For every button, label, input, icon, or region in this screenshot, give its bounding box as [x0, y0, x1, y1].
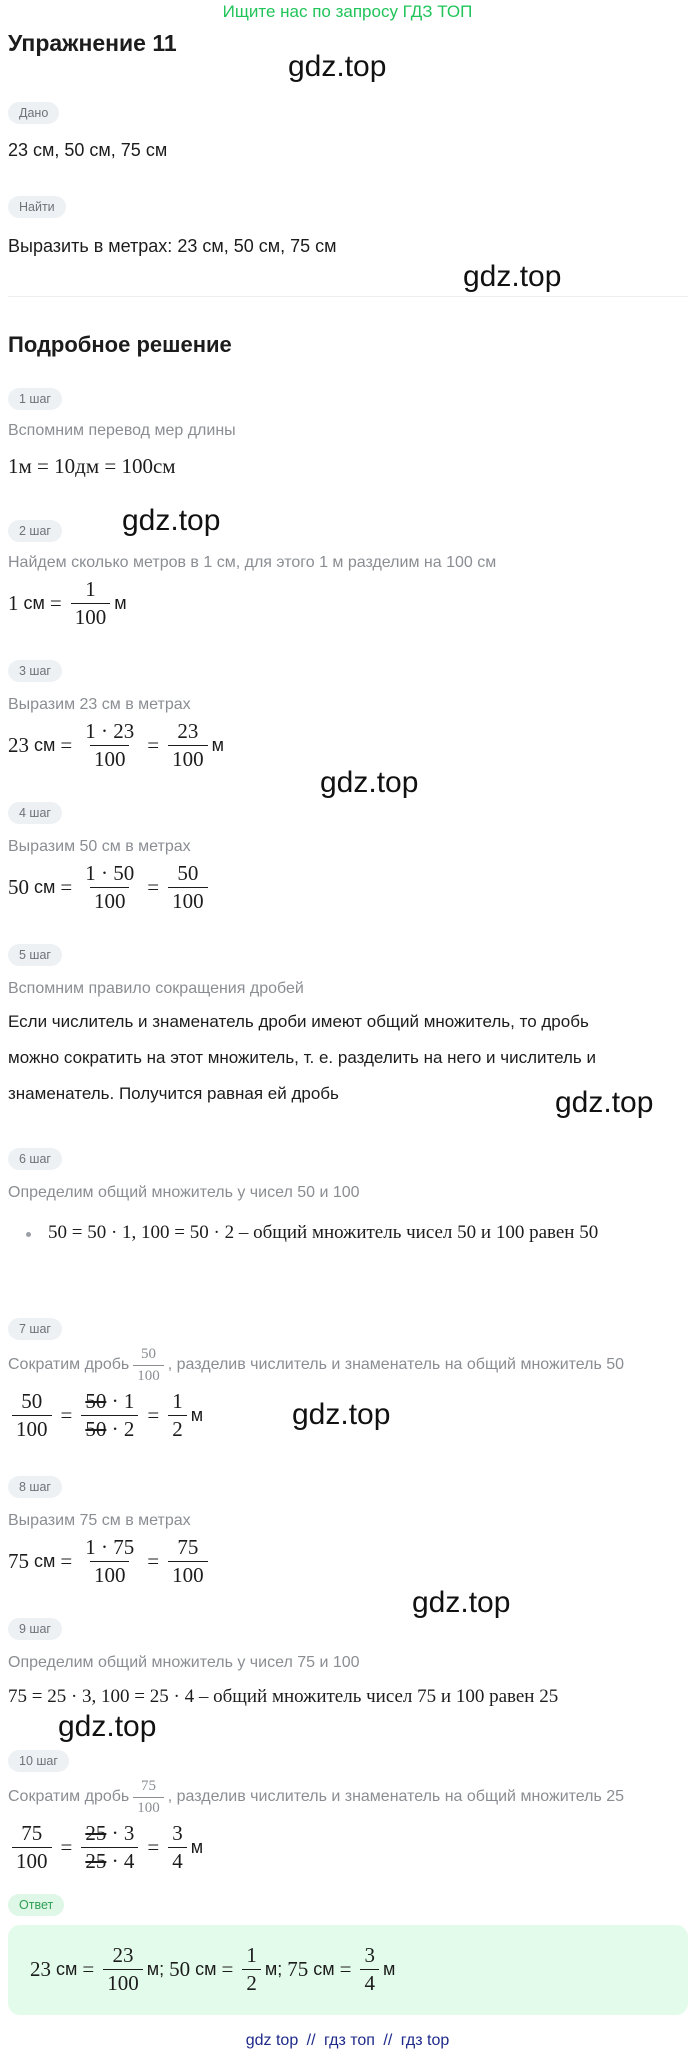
rule-line: можно сократить на этот множитель, т. е. разделить на него и числитель и: [8, 1048, 596, 1067]
step-badge: 2 шаг: [8, 520, 62, 542]
watermark: gdz.top: [58, 1710, 157, 1743]
step-badge: 9 шаг: [8, 1618, 62, 1640]
step-text-a: Сократим дробь: [8, 1356, 130, 1373]
small-fraction: $\frac{75}{100}$: [133, 1778, 164, 1816]
step-badge: 6 шаг: [8, 1148, 62, 1170]
watermark: gdz.top: [320, 766, 419, 799]
rule-line: знаменатель. Получится равная ей дробь: [8, 1084, 339, 1103]
step-text: [8, 1778, 624, 1816]
step-text: Определим общий множитель у чисел 75 и 100: [8, 1654, 360, 1671]
watermark: gdz.top: [463, 260, 562, 293]
footer-link[interactable]: gdz top: [245, 2032, 299, 2049]
step-formula: 23 см = $\frac{1 \cdot 23}{100}$ = $\frac{23}{100}$ м: [8, 719, 224, 772]
solution-title: Подробное решение: [8, 332, 232, 357]
step-text: Вспомним перевод мер длины: [8, 422, 236, 439]
step-text-b: , разделив числитель и знаменатель на общий множитель 50: [167, 1356, 625, 1373]
footer-link[interactable]: гдз топ: [324, 2032, 375, 2049]
footer-separator: //: [306, 2032, 316, 2049]
watermark: gdz.top: [122, 504, 221, 537]
step-formula: 75 = 25 · 3, 100 = 25 · 4 – общий множитель чисел 75 и 100 равен 25: [8, 1686, 559, 1707]
small-fraction: $\frac{50}{100}$: [133, 1346, 164, 1384]
watermark: gdz.top: [555, 1086, 654, 1119]
step-text: Определим общий множитель у чисел 50 и 100: [8, 1184, 360, 1201]
step-text-a: Сократим дробь: [8, 1788, 130, 1805]
footer-links: [0, 2032, 695, 2050]
step-text: [8, 1346, 624, 1384]
step-badge: 3 шаг: [8, 660, 62, 682]
step-badge: 10 шаг: [8, 1750, 69, 1772]
step-formula: $\frac{75}{100}$ = $\frac{25 \cdot 3}{25 \cdot 4}$ = $\frac{3}{4}$ м: [8, 1822, 203, 1873]
step-text: Найдем сколько метров в 1 см, для этого 1 м разделим на 100 см: [8, 554, 497, 571]
page-title: Упражнение 11: [8, 30, 177, 56]
step-formula: 1 см = $\frac{1}{100}$ м: [8, 577, 127, 630]
step-text: Выразим 23 см в метрах: [8, 696, 191, 713]
given-badge: Дано: [8, 102, 59, 124]
step-badge: 4 шаг: [8, 802, 62, 824]
step-text-b: , разделив числитель и знаменатель на общий множитель 25: [167, 1788, 625, 1805]
watermark: gdz.top: [292, 1398, 391, 1431]
step-formula: 50 см = $\frac{1 \cdot 50}{100}$ = $\frac{50}{100}$: [8, 862, 212, 913]
answer-formula: 23 см = $\frac{23}{100}$ м; 50 см = $\frac{1}{2}$ м; 75 см = $\frac{3}{4}$ м: [30, 1943, 396, 1996]
watermark: gdz.top: [288, 50, 387, 83]
step-badge: 1 шаг: [8, 388, 62, 410]
step-formula: 50 = 50 · 1, 100 = 50 · 2 – общий множитель чисел 50 и 100 равен 50: [48, 1222, 599, 1243]
footer-link[interactable]: гдз top: [400, 2032, 450, 2049]
step-text: Вспомним правило сокращения дробей: [8, 980, 304, 997]
step-text: Выразим 75 см в метрах: [8, 1512, 191, 1529]
find-badge: Найти: [8, 196, 66, 218]
step-formula: $\frac{50}{100}$ = $\frac{50 \cdot 1}{50 \cdot 2}$ = $\frac{1}{2}$ м: [8, 1390, 203, 1441]
find-value: Выразить в метрах: 23 см, 50 см, 75 см: [8, 236, 337, 256]
footer-separator: //: [383, 2032, 393, 2049]
rule-line: Если числитель и знаменатель дроби имеют общий множитель, то дробь: [8, 1012, 589, 1031]
given-value: 23 см, 50 см, 75 см: [8, 140, 168, 160]
section-divider: [8, 296, 688, 297]
step-badge: 7 шаг: [8, 1318, 62, 1340]
bullet-dot: [26, 1232, 31, 1237]
step-badge: 5 шаг: [8, 944, 62, 966]
watermark: gdz.top: [412, 1586, 511, 1619]
step-badge: 8 шаг: [8, 1476, 62, 1498]
search-banner[interactable]: Ищите нас по запросу ГДЗ ТОП: [222, 2, 473, 21]
step-formula: 1м = 10дм = 100см: [8, 454, 176, 478]
step-formula: 75 см = $\frac{1 \cdot 75}{100}$ = $\frac{75}{100}$: [8, 1536, 212, 1587]
answer-badge: Ответ: [8, 1894, 64, 1916]
step-text: Выразим 50 см в метрах: [8, 838, 191, 855]
